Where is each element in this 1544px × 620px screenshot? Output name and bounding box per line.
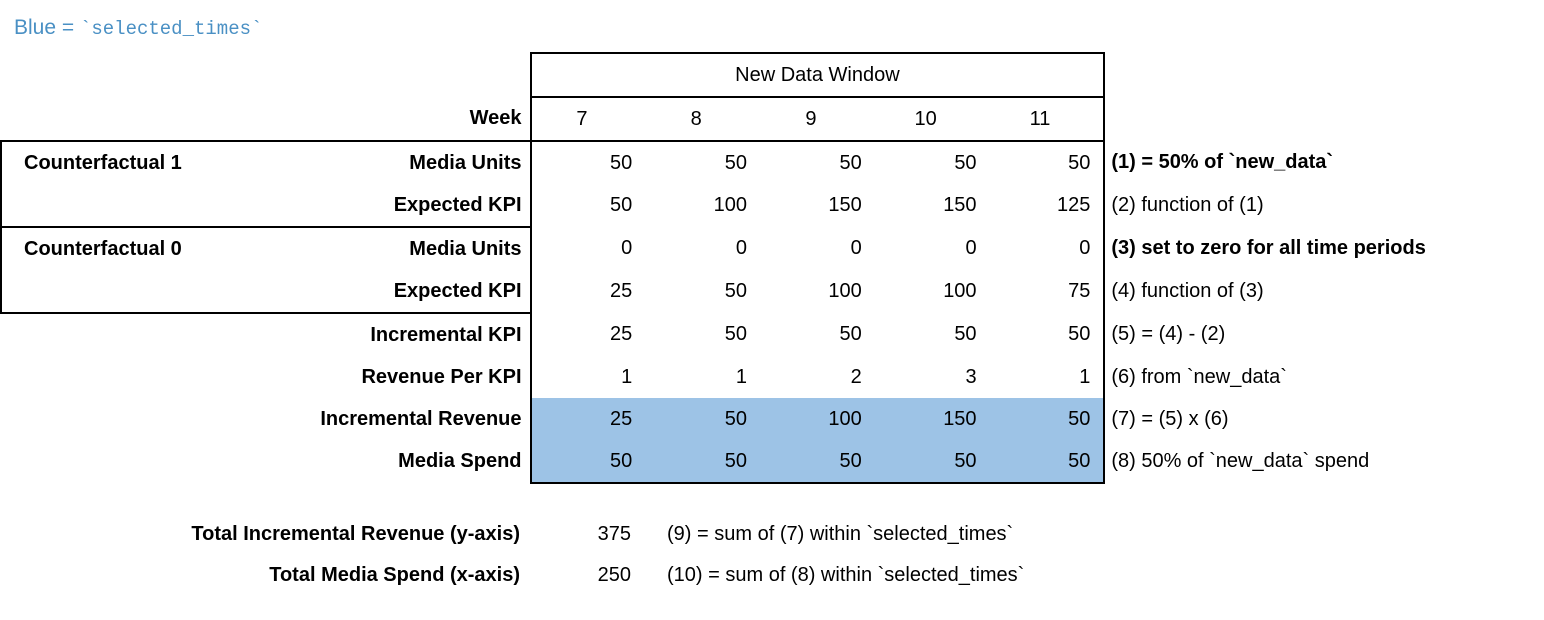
table-row-highlighted (1, 440, 1544, 483)
cell-value-highlighted: 50 (990, 440, 1105, 483)
table-row (1, 184, 1544, 227)
legend (14, 16, 262, 40)
cell-value: 50 (839, 151, 862, 174)
diagram-body (0, 52, 1544, 596)
cell-value-highlighted: 50 (645, 440, 760, 483)
cell-value: 0 (990, 227, 1105, 270)
cell-value-highlighted: 50 (760, 440, 875, 483)
cell-value: 25 (531, 270, 646, 313)
row-note: (3) set to zero for all time periods (1111, 237, 1426, 259)
row-label-revenue-per-kpi: Revenue Per KPI (361, 365, 522, 388)
row-label-media-spend: Media Spend (398, 450, 522, 472)
row-note: (6) from `new_data` (1111, 365, 1287, 388)
cell-value: 0 (965, 237, 977, 259)
row-note: (2) function of (1) (1111, 194, 1264, 216)
table-header-week-row (1, 97, 1544, 141)
spacer-cell (1104, 53, 1544, 97)
row-note: (1) = 50% of `new_data` (1111, 151, 1334, 173)
cell-value: 3 (965, 365, 977, 388)
row-label-media-units-cf0: Media Units (236, 227, 531, 270)
cell-value: 25 (531, 313, 646, 356)
total-media-spend-note: (10) = sum of (8) within `selected_times` (667, 564, 1025, 586)
cell-value: 0 (531, 227, 646, 270)
group-label-counterfactual-0: Counterfactual 0 (1, 227, 236, 270)
counterfactual-table (0, 52, 1544, 484)
cell-value-highlighted: 50 (875, 440, 990, 483)
cell-value-highlighted: 50 (531, 440, 646, 483)
row-label-incremental-kpi: Incremental KPI (370, 323, 522, 346)
week-header-10: 10 (875, 97, 990, 141)
cell-value: 50 (724, 280, 748, 302)
week-label: Week (469, 107, 522, 129)
cell-value: 125 (990, 184, 1105, 227)
cell-value: 50 (954, 323, 977, 345)
row-label-expected-kpi-cf0: Expected KPI (236, 270, 531, 313)
spacer-cell (1, 97, 236, 141)
row-note: (8) 50% of `new_data` spend (1111, 450, 1370, 472)
cell-value: 150 (943, 194, 977, 216)
week-header-9: 9 (760, 97, 875, 141)
totals-row (0, 555, 1245, 596)
cell-value-highlighted: 100 (760, 398, 875, 440)
group-label-empty (1, 270, 236, 313)
table-row-highlighted (1, 398, 1544, 440)
spacer-cell (1104, 97, 1544, 141)
table-row (1, 227, 1544, 270)
cell-value: 100 (943, 280, 977, 302)
cell-value: 50 (724, 323, 748, 345)
total-media-spend-label: Total Media Spend (x-axis) (269, 564, 520, 586)
row-label-incremental-revenue: Incremental Revenue (320, 407, 522, 430)
group-label-counterfactual-1: Counterfactual 1 (1, 141, 236, 184)
cell-value-highlighted: 25 (531, 398, 646, 440)
cell-value: 100 (828, 280, 862, 302)
legend-prefix: Blue = (14, 16, 80, 39)
row-label-expected-kpi-cf1: Expected KPI (393, 193, 522, 216)
table-header-window-row (1, 53, 1544, 97)
cell-value: 50 (531, 184, 646, 227)
group-label-empty (1, 356, 236, 398)
cell-value-highlighted: 150 (875, 398, 990, 440)
cell-value: 50 (990, 141, 1105, 184)
totals-table (0, 514, 1245, 596)
cell-value: 0 (850, 237, 862, 259)
spacer-cell (1, 53, 236, 97)
cell-value: 50 (531, 141, 646, 184)
cell-value: 50 (954, 151, 977, 174)
row-note: (7) = (5) x (6) (1111, 407, 1229, 430)
table-row (1, 313, 1544, 356)
cell-value: 0 (735, 237, 748, 259)
cell-value: 75 (990, 270, 1105, 313)
week-header-7: 7 (531, 97, 646, 141)
total-incremental-revenue-note: (9) = sum of (7) within `selected_times` (667, 523, 1014, 545)
spacer-cell (236, 53, 531, 97)
cell-value-highlighted: 50 (990, 398, 1105, 440)
cell-value: 1 (735, 365, 748, 388)
cell-value-highlighted: 50 (645, 398, 760, 440)
table-row (1, 356, 1544, 398)
cell-value: 50 (839, 323, 862, 345)
week-header-11: 11 (990, 97, 1105, 141)
row-note: (5) = (4) - (2) (1111, 323, 1226, 345)
legend-code: `selected_times` (79, 18, 263, 40)
row-note: (4) function of (3) (1111, 280, 1264, 302)
total-media-spend-value: 250 (597, 564, 631, 586)
row-label-media-units-cf1: Media Units (236, 141, 531, 184)
cell-value: 100 (713, 194, 748, 216)
group-label-empty (1, 184, 236, 227)
cell-value: 50 (990, 313, 1105, 356)
group-label-empty (1, 440, 236, 483)
cell-value: 1 (990, 356, 1105, 398)
total-incremental-revenue-value: 375 (597, 523, 631, 545)
group-label-empty (1, 313, 236, 356)
cell-value: 2 (850, 365, 862, 388)
group-label-empty (1, 398, 236, 440)
total-incremental-revenue-label: Total Incremental Revenue (y-axis) (191, 523, 520, 545)
table-row (1, 141, 1544, 184)
cell-value: 1 (531, 356, 646, 398)
totals-row (0, 514, 1245, 555)
cell-value: 150 (828, 194, 862, 216)
cell-value: 50 (724, 151, 748, 174)
table-row (1, 270, 1544, 313)
week-header-8: 8 (645, 97, 760, 141)
new-data-window-header: New Data Window (531, 53, 1105, 97)
